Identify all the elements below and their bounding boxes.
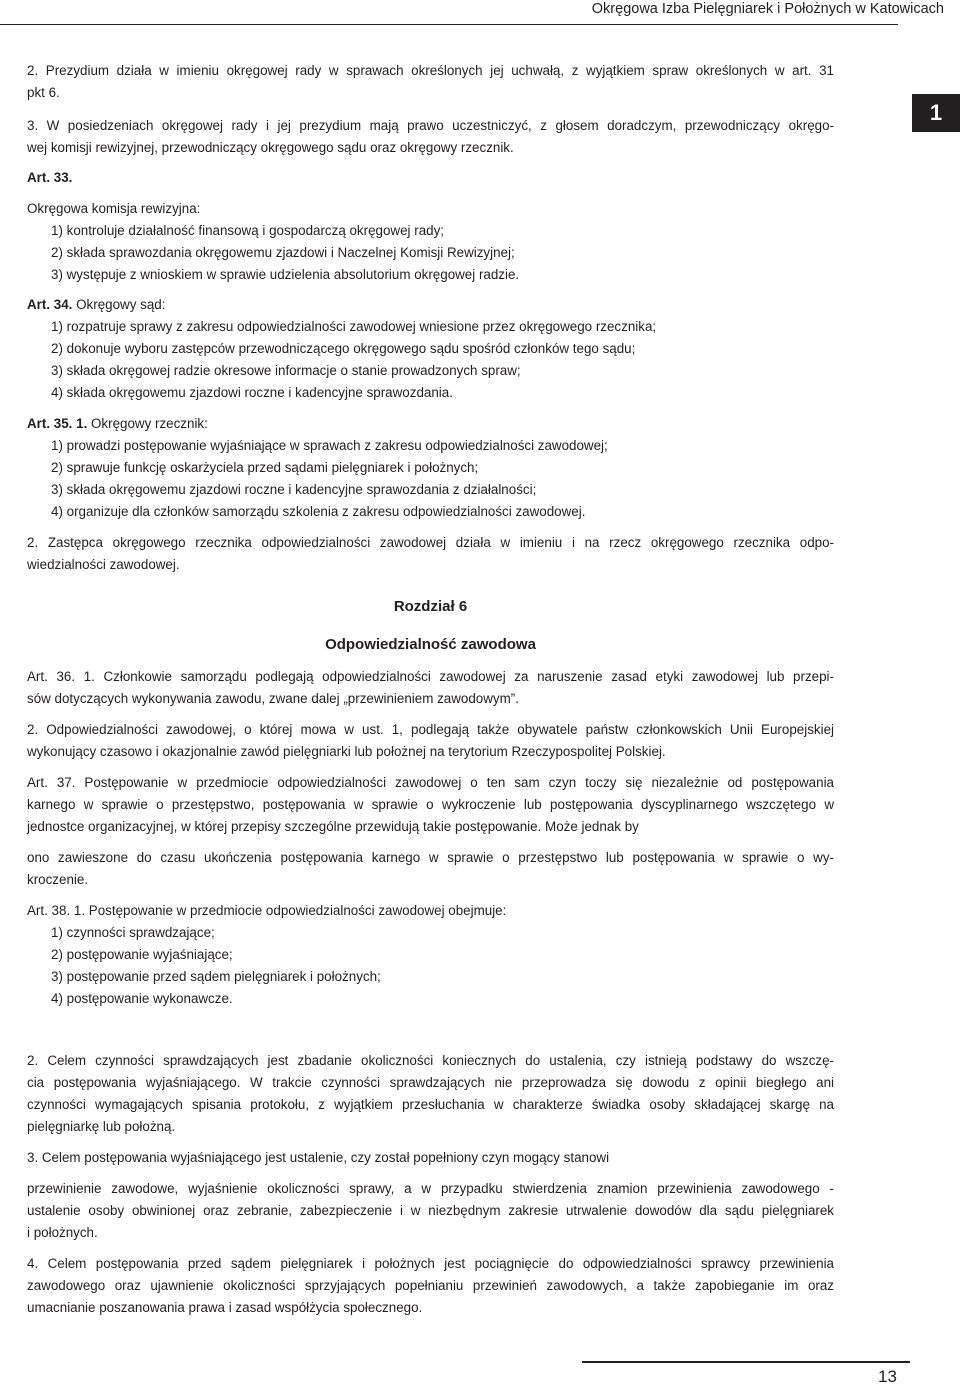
paragraph: kroczenie. [27, 872, 89, 887]
paragraph: wiedzialności zawodowej. [27, 557, 180, 572]
article-33-list [27, 220, 834, 286]
paragraph: czynności wymagających spisania protokołu, z wyjątkiem przesłuchania w charakterze świadka osoby składającej skargę na [27, 1097, 834, 1112]
article-heading: Art. 34. [27, 297, 73, 312]
page-header-title: Okręgowa Izba Pielęgniarek i Położnych w Katowicach [591, 1, 944, 17]
article-heading: Art. 33. [27, 170, 73, 185]
paragraph: wykonujący czasowo i okazjonalnie zawód pielęgniarki lub położnej na terytorium Rzeczypospolitej Polskiej. [27, 744, 666, 759]
paragraph: 3. W posiedzeniach okręgowej rady i jej prezydium mają prawo uczestniczyć, z głosem doradczym, przewodniczący okręgo- [27, 118, 834, 133]
paragraph: wej komisji rewizyjnej, przewodniczący okręgowego sądu oraz okręgowy rzecznik. [27, 140, 514, 155]
paragraph: Art. 37. Postępowanie w przedmiocie odpowiedzialności zawodowej o ten sam czyn toczy się niezależnie od postępowania [27, 775, 834, 790]
paragraph: cia postępowania wyjaśniającego. W trakcie czynności sprawdzających nie przeprowadza się dowodu z opinii biegłego ani [27, 1075, 834, 1090]
paragraph: karnego w sprawie o przestępstwo, postępowania w sprawie o wykroczenie lub postępowania dyscyplinarnego wszczętego w [27, 797, 834, 812]
paragraph: 2. Zastępca okręgowego rzecznika odpowiedzialności zawodowej działa w imieniu i na rzecz okręgowego rzecznika odpo- [27, 535, 834, 550]
article-38-list [27, 922, 834, 1010]
chapter-subtitle: Odpowiedzialność zawodowa [325, 636, 536, 653]
list-item: 1) kontroluje działalność finansową i gospodarczą okręgowej rady; [51, 223, 445, 238]
chapter-tab: 1 [912, 94, 960, 132]
paragraph: ono zawieszone do czasu ukończenia postępowania karnego w sprawie o przestępstwo lub postępowania w sprawie o wy- [27, 850, 834, 865]
list-item: 4) składa okręgowemu zjazdowi roczne i kadencyjne sprawozdania. [51, 385, 453, 400]
footer-rule [582, 1361, 910, 1363]
paragraph: przewinienie zawodowe, wyjaśnienie okoliczności sprawy, a w przypadku stwierdzenia znamion przewinienia zawodowego - [27, 1181, 834, 1196]
list-item: 1) prowadzi postępowanie wyjaśniające w sprawach z zakresu odpowiedzialności zawodowej; [51, 438, 608, 453]
paragraph: Art. 36. 1. Członkowie samorządu podlegają odpowiedzialności zawodowej za naruszenie zasad etyki zawodowej lub przepi- [27, 669, 834, 684]
paragraph [27, 294, 834, 316]
paragraph: jednostce organizacyjnej, w której przepisy szczególne przewidują takie postępowanie. Może jednak by [27, 819, 639, 834]
header-rule [0, 24, 898, 25]
paragraph: 2. Celem czynności sprawdzających jest zbadanie okoliczności koniecznych do ustalenia, czy istnieją podstawy do wszczę- [27, 1053, 834, 1068]
document-body [27, 60, 834, 1319]
list-item: 4) organizuje dla członków samorządu szkolenia z zakresu odpowiedzialności zawodowej. [51, 504, 586, 519]
list-item: 1) czynności sprawdzające; [51, 925, 215, 940]
paragraph: zawodowego oraz ujawnienie okoliczności sprzyjających popełnianiu przewinień zawodowych, a także zapobieganie im oraz [27, 1278, 834, 1293]
list-item: 4) postępowanie wykonawcze. [51, 991, 233, 1006]
list-item: 2) postępowanie wyjaśniające; [51, 947, 233, 962]
paragraph: sów dotyczących wykonywania zawodu, zwane dalej „przewinieniem zawodowym”. [27, 691, 519, 706]
paragraph: 2. Prezydium działa w imieniu okręgowej rady w sprawach określonych jej uchwałą, z wyjątkiem spraw określonych w art. 31 [27, 63, 834, 78]
article-35-list [27, 435, 834, 523]
paragraph: i położnych. [27, 1225, 98, 1240]
article-intro: Okręgowy rzecznik: [87, 416, 208, 431]
paragraph: umacnianie poszanowania prawa i zasad współżycia społecznego. [27, 1300, 423, 1315]
list-item: 2) dokonuje wyboru zastępców przewodniczącego okręgowego sądu spośród członków tego sądu; [51, 341, 636, 356]
list-item: 3) postępowanie przed sądem pielęgniarek i położnych; [51, 969, 381, 984]
paragraph [27, 413, 834, 435]
paragraph: ustalenie osoby obwinionej oraz zebranie, zabezpieczenie i w niezbędnym zakresie utrwalenie dowodów dla sądu pielęgniarek [27, 1203, 834, 1218]
paragraph: Okręgowa komisja rewizyjna: [27, 201, 201, 216]
article-34-list [27, 316, 834, 404]
paragraph: 4. Celem postępowania przed sądem pielęgniarek i położnych jest pociągnięcie do odpowiedzialności sprawcy przewinienia [27, 1256, 834, 1271]
chapter-title: Rozdział 6 [393, 598, 468, 615]
list-item: 3) składa okręgowej radzie okresowe informacje o stanie prowadzonych spraw; [51, 363, 521, 378]
list-item: 3) składa okręgowemu zjazdowi roczne i kadencyjne sprawozdania z działalności; [51, 482, 537, 497]
list-item: 2) sprawuje funkcję oskarżyciela przed sądami pielęgniarek i położnych; [51, 460, 479, 475]
paragraph: pielęgniarkę lub położną. [27, 1119, 176, 1134]
paragraph: Art. 38. 1. Postępowanie w przedmiocie odpowiedzialności zawodowej obejmuje: [27, 903, 507, 918]
paragraph: pkt 6. [27, 85, 60, 100]
list-item: 2) składa sprawozdania okręgowemu zjazdowi i Naczelnej Komisji Rewizyjnej; [51, 245, 515, 260]
list-item: 3) występuje z wnioskiem w sprawie udzielenia absolutorium okręgowej radzie. [51, 267, 520, 282]
paragraph: 3. Celem postępowania wyjaśniającego jest ustalenie, czy został popełniony czyn mogący stanowi [27, 1150, 610, 1165]
article-intro: Okręgowy sąd: [72, 297, 166, 312]
paragraph: 2. Odpowiedzialności zawodowej, o której mowa w ust. 1, podlegają także obywatele państw członkowskich Unii Europejskiej [27, 722, 834, 737]
page-number: 13 [878, 1367, 897, 1386]
article-heading: Art. 35. 1. [27, 416, 88, 431]
list-item: 1) rozpatruje sprawy z zakresu odpowiedzialności zawodowej wniesione przez okręgowego rzecznika; [51, 319, 657, 334]
